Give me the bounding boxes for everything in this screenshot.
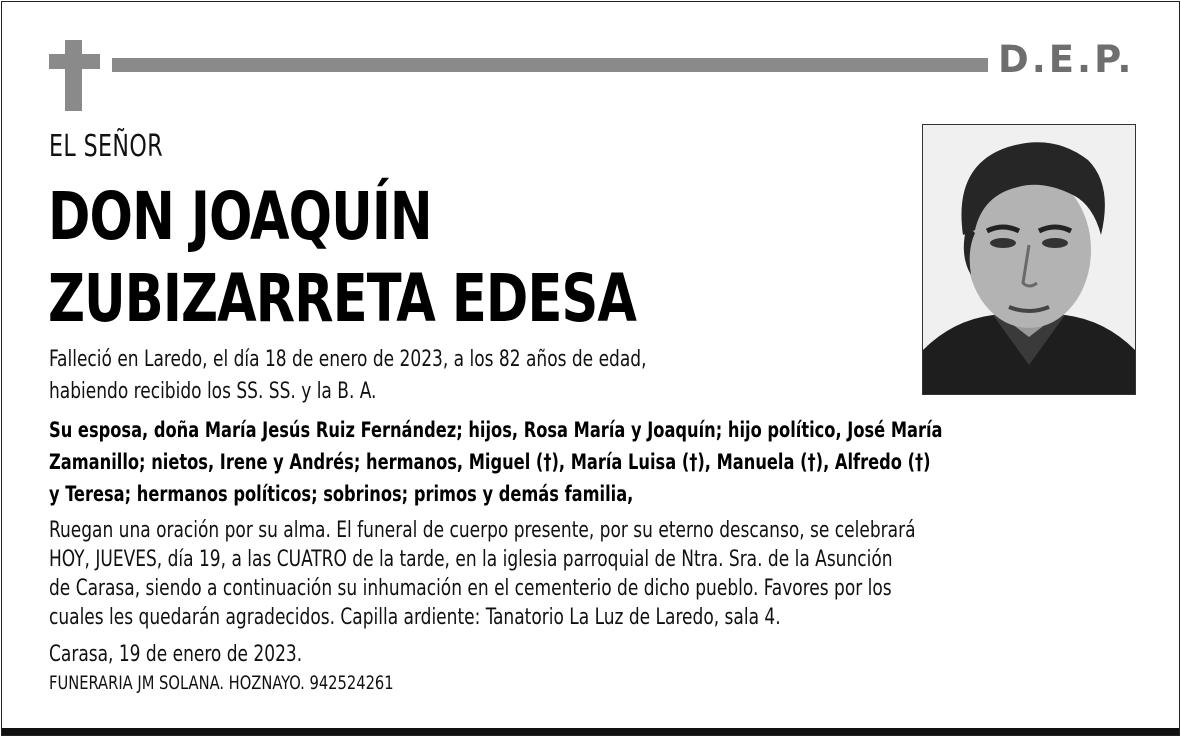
death-notice-line: habiendo recibido los SS. SS. y la B. A. (49, 379, 377, 404)
family-line: Su esposa, doña María Jesús Ruiz Fernández; hijos, Rosa María y Joaquín; hijo político, José María (49, 418, 943, 442)
funeral-line: Ruegan una oración por su alma. El funeral de cuerpo presente, por su eterno descanso, se celebrará (49, 518, 916, 543)
dep-label: D.E.P. (998, 38, 1135, 81)
funeral-home: FUNERARIA JM SOLANA. HOZNAYO. 942524261 (49, 672, 394, 694)
funeral-line: HOY, JUEVES, día 19, a las CUATRO de la tarde, en la iglesia parroquial de Ntra. Sra. de la Asunción (49, 547, 893, 572)
bottom-border (2, 728, 1179, 735)
deceased-name-line2: ZUBIZARRETA EDESA (48, 260, 637, 337)
portrait-photo (922, 124, 1136, 395)
obituary-notice (1, 1, 1180, 736)
header-rule (112, 58, 988, 72)
funeral-line: de Carasa, siendo a continuación su inhumación en el cementerio de dicho pueblo. Favores por los (49, 576, 892, 601)
family-line: Zamanillo; nietos, Irene y Andrés; hermanos, Miguel (†), María Luisa (†), Manuela (†), Alfredo (†) (49, 450, 931, 474)
place-date: Carasa, 19 de enero de 2023. (49, 642, 303, 667)
funeral-line: cuales les quedarán agradecidos. Capilla ardiente: Tanatorio La Luz de Laredo, sala 4. (49, 605, 781, 630)
death-notice-line: Falleció en Laredo, el día 18 de enero de 2023, a los 82 años de edad, (49, 347, 647, 372)
cross-icon-bar (49, 54, 100, 69)
portrait-icon (923, 125, 1135, 394)
family-line: y Teresa; hermanos políticos; sobrinos; primos y demás familia, (49, 482, 634, 506)
title-honorific: EL SEÑOR (49, 129, 163, 164)
deceased-name-line1: DON JOAQUÍN (48, 178, 432, 255)
cross-icon (65, 40, 82, 111)
